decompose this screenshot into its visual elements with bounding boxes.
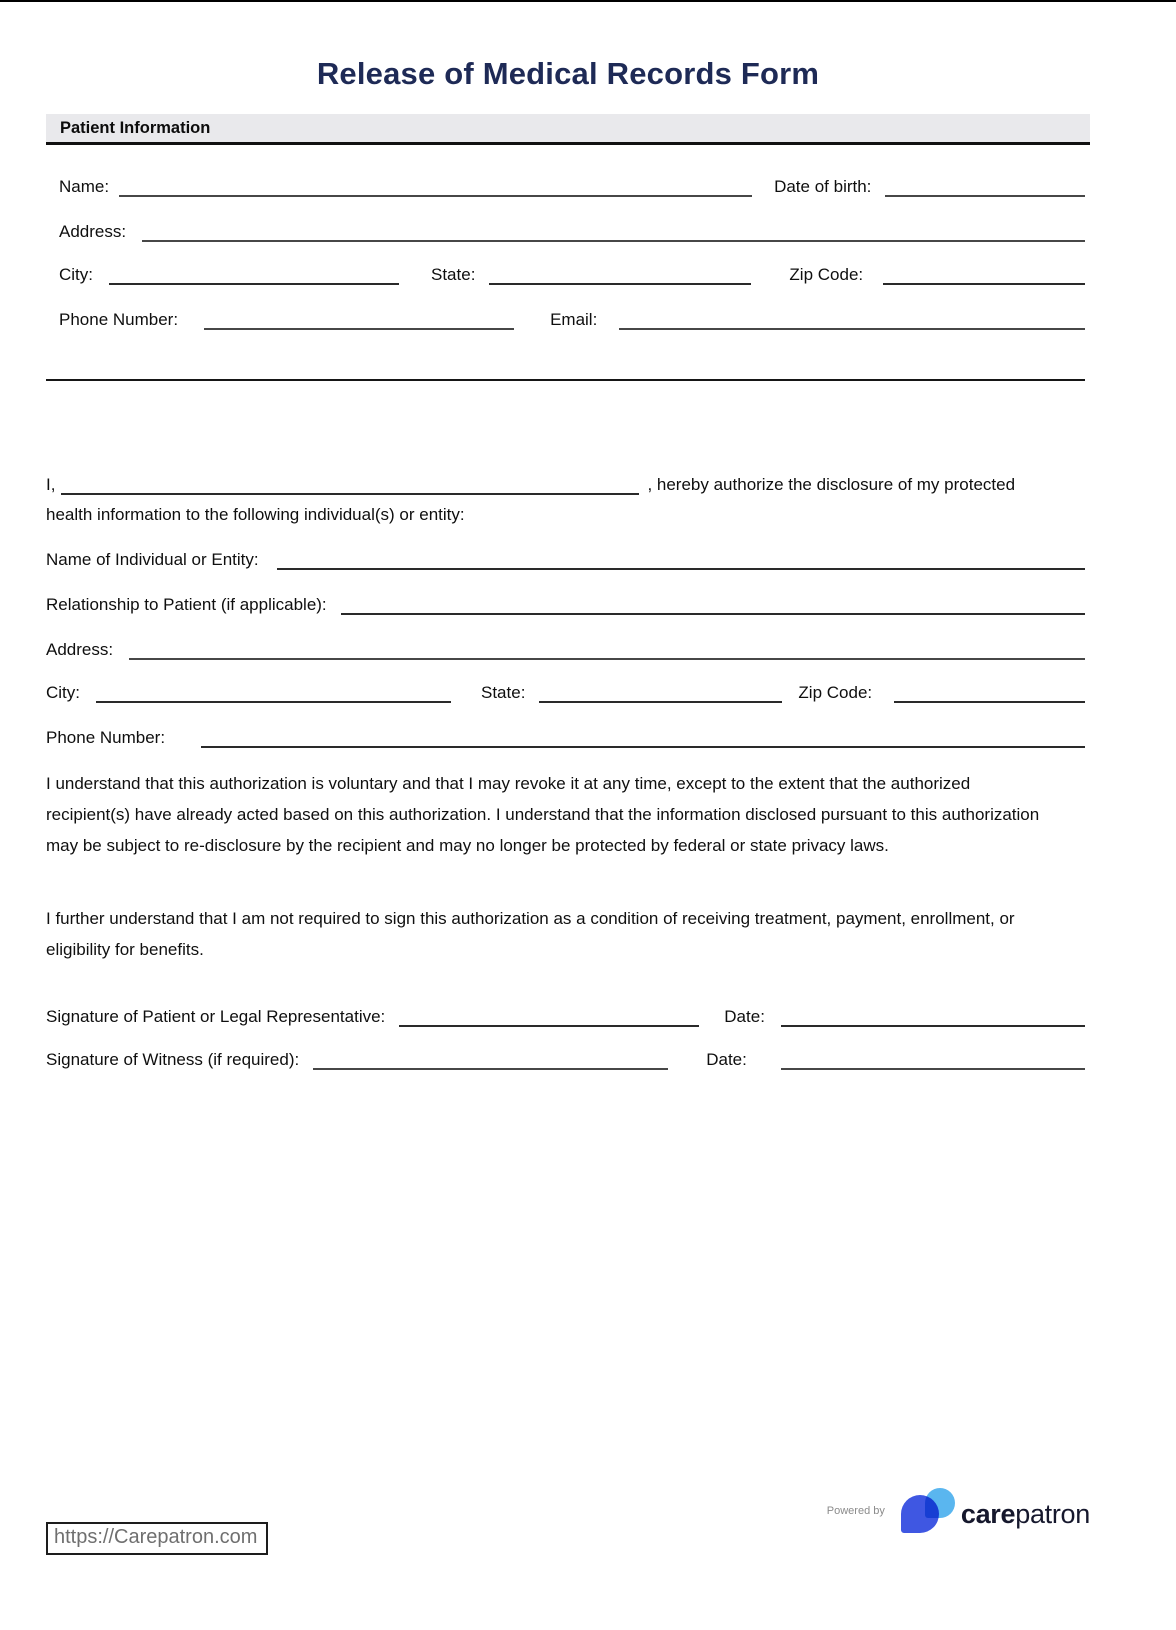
entity-field-line[interactable] (277, 554, 1085, 570)
authorization-paragraph-2: I further understand that I am not required to sign this authorization as a condition of receiving treatment, payment, enrollment, or eligibility for benefits. (46, 909, 1015, 959)
entity-label: Name of Individual or Entity: (46, 550, 259, 570)
recipient-city-label: City: (46, 683, 80, 703)
brand-light-part: patron (1015, 1498, 1090, 1529)
recipient-address-row (46, 636, 1085, 660)
recipient-city-state-zip-row (46, 679, 1085, 703)
zip-field-line[interactable] (883, 269, 1085, 285)
zip-label: Zip Code: (789, 265, 864, 285)
recipient-phone-row (46, 724, 1085, 748)
relationship-field-line[interactable] (341, 599, 1085, 615)
witness-signature-field-line[interactable] (313, 1054, 668, 1070)
city-label: City: (59, 265, 93, 285)
patient-address-row (59, 218, 1085, 242)
powered-by-label: Powered by (826, 1505, 885, 1517)
recipient-phone-field-line[interactable] (201, 732, 1085, 748)
witness-signature-label: Signature of Witness (if required): (46, 1050, 300, 1070)
intro-suffix-label: , hereby authorize the disclosure of my protected (647, 475, 1016, 495)
entity-name-row (46, 546, 1085, 570)
patient-signature-field-line[interactable] (399, 1011, 699, 1027)
recipient-city-field-line[interactable] (96, 687, 451, 703)
page-title: Release of Medical Records Form (316, 56, 820, 91)
patient-city-state-zip-row (59, 261, 1085, 285)
recipient-address-label: Address: (46, 640, 114, 660)
logo-bubble-dark-icon (901, 1495, 939, 1533)
authorization-intro-line2 (46, 501, 1085, 525)
dob-label: Date of birth: (774, 177, 872, 197)
authorization-intro-row (46, 471, 1085, 495)
patient-signature-date-field-line[interactable] (781, 1011, 1085, 1027)
email-field-line[interactable] (619, 314, 1085, 330)
recipient-zip-label: Zip Code: (798, 683, 873, 703)
brand-bold-part: care (960, 1498, 1016, 1529)
carepatron-link[interactable]: https://Carepatron.com (46, 1522, 268, 1555)
relationship-label: Relationship to Patient (if applicable): (46, 595, 327, 615)
patient-information-section-header (46, 114, 1090, 145)
carepatron-logo-icon (901, 1488, 957, 1538)
patient-signature-date-label: Date: (724, 1007, 765, 1027)
witness-signature-row (46, 1046, 1085, 1070)
powered-by-carepatron (827, 1486, 1090, 1540)
name-field-line[interactable] (119, 181, 752, 197)
name-label: Name: (59, 177, 110, 197)
recipient-zip-field-line[interactable] (894, 687, 1085, 703)
phone-label: Phone Number: (59, 310, 179, 330)
patient-signature-label: Signature of Patient or Legal Representative: (46, 1007, 386, 1027)
email-label: Email: (550, 310, 598, 330)
section-header-label: Patient Information (60, 118, 211, 137)
relationship-row (46, 591, 1085, 615)
declarant-name-field-line[interactable] (61, 479, 639, 495)
address-field-line[interactable] (142, 226, 1085, 242)
witness-signature-date-label: Date: (706, 1050, 747, 1070)
intro-line2-label: health information to the following individual(s) or entity: (46, 505, 465, 525)
phone-field-line[interactable] (204, 314, 514, 330)
patient-signature-row (46, 1003, 1085, 1027)
city-field-line[interactable] (109, 269, 399, 285)
patient-name-row (59, 173, 1085, 197)
recipient-state-label: State: (481, 683, 526, 703)
patient-phone-email-row (59, 306, 1085, 330)
witness-signature-date-field-line[interactable] (781, 1054, 1085, 1070)
authorization-paragraph-1: I understand that this authorization is voluntary and that I may revoke it at any time, except to the extent that the authorized recipient(s) have already acted based on this authorization. I understand that the information disclosed pursuant to this authorization may be subject to re-disclosure by the recipient and may no longer be protected by federal or state privacy laws. (46, 774, 1040, 855)
recipient-state-field-line[interactable] (539, 687, 782, 703)
section-divider (46, 379, 1085, 381)
state-field-line[interactable] (489, 269, 751, 285)
dob-field-line[interactable] (885, 181, 1085, 197)
recipient-address-field-line[interactable] (129, 644, 1085, 660)
recipient-phone-label: Phone Number: (46, 728, 166, 748)
state-label: State: (431, 265, 476, 285)
intro-prefix-label: I, (46, 475, 56, 495)
address-label: Address: (59, 222, 127, 242)
carepatron-wordmark (961, 1499, 1090, 1530)
